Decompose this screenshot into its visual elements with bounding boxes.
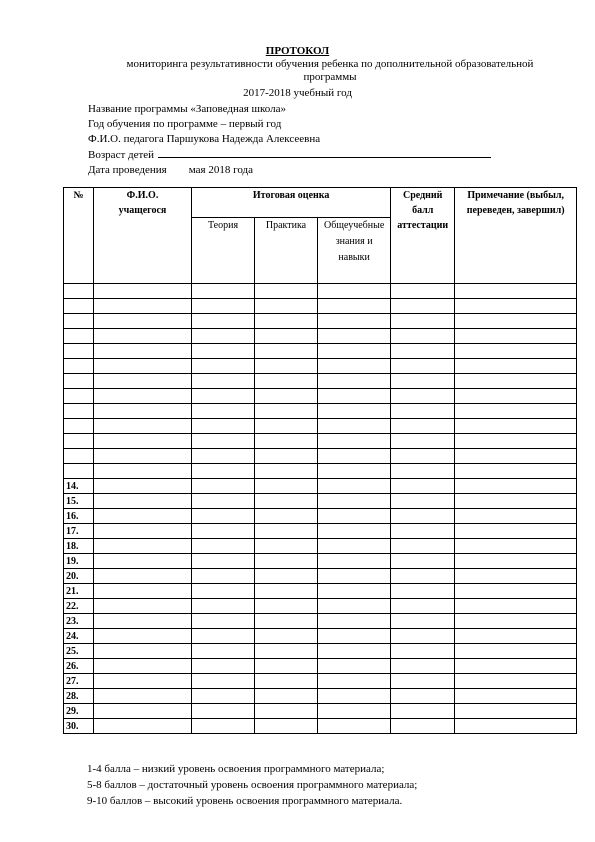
table-cell[interactable] [455, 614, 577, 629]
table-row [64, 689, 577, 704]
table-cell[interactable] [255, 644, 318, 659]
row-number: 16. [64, 509, 94, 524]
table-cell[interactable] [318, 434, 391, 449]
row-number: 26. [64, 659, 94, 674]
table-cell[interactable] [94, 344, 192, 359]
table-cell[interactable] [455, 659, 577, 674]
table-cell[interactable] [318, 359, 391, 374]
row-number [64, 389, 94, 404]
row-number: 25. [64, 644, 94, 659]
table-cell[interactable] [391, 449, 455, 464]
table-cell[interactable] [192, 554, 255, 569]
table-cell[interactable] [192, 314, 255, 329]
row-number: 29. [64, 704, 94, 719]
table-row [64, 329, 577, 344]
table-cell[interactable] [255, 599, 318, 614]
table-cell[interactable] [318, 329, 391, 344]
header-name: Ф.И.О. учащегося [94, 188, 192, 284]
table-cell[interactable] [391, 584, 455, 599]
table-cell[interactable] [318, 674, 391, 689]
table-cell[interactable] [391, 479, 455, 494]
table-cell[interactable] [94, 569, 192, 584]
table-cell[interactable] [255, 719, 318, 734]
table-cell[interactable] [255, 614, 318, 629]
table-row [64, 479, 577, 494]
table-cell[interactable] [318, 569, 391, 584]
table-cell[interactable] [255, 344, 318, 359]
row-number: 17. [64, 524, 94, 539]
table-row [64, 599, 577, 614]
table-cell[interactable] [94, 674, 192, 689]
table-cell[interactable] [455, 704, 577, 719]
table-row [64, 404, 577, 419]
table-cell[interactable] [455, 629, 577, 644]
table-cell[interactable] [318, 509, 391, 524]
table-cell[interactable] [391, 434, 455, 449]
table-row [64, 674, 577, 689]
table-cell[interactable] [455, 524, 577, 539]
table-cell[interactable] [255, 584, 318, 599]
table-cell[interactable] [94, 284, 192, 299]
table-row [64, 659, 577, 674]
table-cell[interactable] [255, 314, 318, 329]
table-row [64, 509, 577, 524]
teacher-name: Ф.И.О. педагога Паршукова Надежда Алексеевна [88, 133, 321, 145]
table-cell[interactable] [192, 284, 255, 299]
table-cell[interactable] [318, 419, 391, 434]
table-cell[interactable] [255, 284, 318, 299]
table-cell[interactable] [391, 719, 455, 734]
header-practice: Практика [255, 218, 318, 284]
table-cell[interactable] [192, 479, 255, 494]
table-cell[interactable] [455, 554, 577, 569]
row-number: 28. [64, 689, 94, 704]
table-cell[interactable] [318, 299, 391, 314]
table-cell[interactable] [318, 284, 391, 299]
table-cell[interactable] [94, 554, 192, 569]
table-cell[interactable] [391, 494, 455, 509]
legend-low: 1-4 балла – низкий уровень освоения программного материала; [87, 763, 385, 775]
table-cell[interactable] [455, 494, 577, 509]
table-cell[interactable] [94, 629, 192, 644]
table-cell[interactable] [318, 554, 391, 569]
table-cell[interactable] [318, 404, 391, 419]
table-cell[interactable] [192, 359, 255, 374]
table-cell[interactable] [94, 299, 192, 314]
table-cell[interactable] [192, 449, 255, 464]
table-cell[interactable] [94, 599, 192, 614]
table-cell[interactable] [391, 404, 455, 419]
children-age-label: Возраст детей [88, 149, 155, 161]
header-theory: Теория [192, 218, 255, 284]
row-number: 14. [64, 479, 94, 494]
table-cell[interactable] [255, 659, 318, 674]
legend-high: 9-10 баллов – высокий уровень освоения программного материала. [87, 795, 403, 807]
table-cell[interactable] [318, 599, 391, 614]
table-cell[interactable] [192, 374, 255, 389]
row-number [64, 284, 94, 299]
table-cell[interactable] [391, 629, 455, 644]
row-number [64, 434, 94, 449]
table-cell[interactable] [455, 374, 577, 389]
row-number: 30. [64, 719, 94, 734]
table-cell[interactable] [318, 344, 391, 359]
table-cell[interactable] [391, 539, 455, 554]
table-cell[interactable] [192, 389, 255, 404]
table-cell[interactable] [391, 674, 455, 689]
table-cell[interactable] [455, 314, 577, 329]
date-value: мая 2018 года [188, 164, 253, 176]
table-row [64, 344, 577, 359]
header-grade: Итоговая оценка [192, 188, 391, 218]
row-number: 23. [64, 614, 94, 629]
table-row [64, 464, 577, 479]
table-cell[interactable] [391, 464, 455, 479]
row-number [64, 374, 94, 389]
table-cell[interactable] [94, 359, 192, 374]
table-row [64, 614, 577, 629]
table-cell[interactable] [255, 479, 318, 494]
date-label: Дата проведения [88, 164, 167, 176]
table-row [64, 719, 577, 734]
table-cell[interactable] [192, 614, 255, 629]
table-cell[interactable] [94, 374, 192, 389]
row-number: 20. [64, 569, 94, 584]
table-cell[interactable] [94, 539, 192, 554]
row-number: 27. [64, 674, 94, 689]
table-cell[interactable] [255, 569, 318, 584]
table-cell[interactable] [455, 419, 577, 434]
table-cell[interactable] [94, 419, 192, 434]
table-cell[interactable] [391, 524, 455, 539]
table-cell[interactable] [255, 554, 318, 569]
table-cell[interactable] [455, 449, 577, 464]
row-number: 19. [64, 554, 94, 569]
table-cell[interactable] [391, 299, 455, 314]
table-cell[interactable] [255, 449, 318, 464]
table-cell[interactable] [192, 689, 255, 704]
document-title: ПРОТОКОЛ [265, 45, 330, 57]
table-cell[interactable] [255, 404, 318, 419]
table-cell[interactable] [318, 374, 391, 389]
table-cell[interactable] [255, 539, 318, 554]
table-cell[interactable] [255, 494, 318, 509]
table-cell[interactable] [455, 644, 577, 659]
table-cell[interactable] [391, 374, 455, 389]
table-cell[interactable] [192, 704, 255, 719]
table-cell[interactable] [391, 344, 455, 359]
table-cell[interactable] [318, 719, 391, 734]
table-row [64, 434, 577, 449]
table-cell[interactable] [318, 689, 391, 704]
table-cell[interactable] [391, 419, 455, 434]
document-subtitle: мониторинга результативности обучения ребенка по дополнительной образовательной программы [126, 58, 534, 83]
table-cell[interactable] [455, 404, 577, 419]
table-cell[interactable] [455, 509, 577, 524]
row-number [64, 464, 94, 479]
table-row [64, 419, 577, 434]
table-cell[interactable] [455, 479, 577, 494]
study-year: Год обучения по программе – первый год [88, 118, 282, 130]
table-cell[interactable] [318, 524, 391, 539]
table-body [64, 284, 577, 734]
table-cell[interactable] [455, 359, 577, 374]
table-cell[interactable] [455, 584, 577, 599]
table-cell[interactable] [255, 419, 318, 434]
table-row [64, 449, 577, 464]
table-cell[interactable] [94, 614, 192, 629]
table-row [64, 389, 577, 404]
table-cell[interactable] [192, 629, 255, 644]
table-cell[interactable] [318, 494, 391, 509]
table-cell[interactable] [255, 674, 318, 689]
table-row [64, 629, 577, 644]
row-number: 18. [64, 539, 94, 554]
table-cell[interactable] [391, 659, 455, 674]
row-number: 22. [64, 599, 94, 614]
table-cell[interactable] [192, 644, 255, 659]
table-cell[interactable] [391, 554, 455, 569]
table-cell[interactable] [255, 299, 318, 314]
table-cell[interactable] [94, 329, 192, 344]
table-cell[interactable] [94, 719, 192, 734]
table-cell[interactable] [94, 659, 192, 674]
table-cell[interactable] [192, 434, 255, 449]
table-cell[interactable] [192, 299, 255, 314]
table-cell[interactable] [318, 314, 391, 329]
table-cell[interactable] [255, 434, 318, 449]
table-cell[interactable] [391, 704, 455, 719]
table-row [64, 644, 577, 659]
table-cell[interactable] [318, 479, 391, 494]
table-cell[interactable] [94, 389, 192, 404]
table-cell[interactable] [192, 344, 255, 359]
table-cell[interactable] [455, 284, 577, 299]
table-cell[interactable] [318, 584, 391, 599]
table-cell[interactable] [94, 479, 192, 494]
table-cell[interactable] [94, 464, 192, 479]
table-cell[interactable] [391, 614, 455, 629]
row-number [64, 449, 94, 464]
table-cell[interactable] [318, 539, 391, 554]
table-cell[interactable] [94, 434, 192, 449]
table-cell[interactable] [455, 569, 577, 584]
row-number [64, 419, 94, 434]
row-number [64, 299, 94, 314]
table-row [64, 569, 577, 584]
table-cell[interactable] [94, 704, 192, 719]
table-cell[interactable] [192, 569, 255, 584]
table-cell[interactable] [192, 719, 255, 734]
table-cell[interactable] [455, 389, 577, 404]
table-cell[interactable] [94, 449, 192, 464]
table-cell[interactable] [391, 284, 455, 299]
row-number: 15. [64, 494, 94, 509]
table-row [64, 284, 577, 299]
table-cell[interactable] [318, 704, 391, 719]
table-cell[interactable] [192, 419, 255, 434]
table-cell[interactable] [255, 509, 318, 524]
children-age-field[interactable] [158, 147, 491, 158]
table-cell[interactable] [455, 539, 577, 554]
table-row [64, 704, 577, 719]
table-row [64, 539, 577, 554]
row-number [64, 314, 94, 329]
row-number: 21. [64, 584, 94, 599]
row-number [64, 344, 94, 359]
table-cell[interactable] [94, 509, 192, 524]
row-number [64, 404, 94, 419]
date-row [88, 163, 491, 178]
table-cell[interactable] [192, 494, 255, 509]
table-cell[interactable] [192, 539, 255, 554]
table-row [64, 524, 577, 539]
table-cell[interactable] [318, 449, 391, 464]
table-cell[interactable] [318, 389, 391, 404]
table-cell[interactable] [94, 644, 192, 659]
table-cell[interactable] [94, 584, 192, 599]
table-cell[interactable] [192, 329, 255, 344]
header-number: № [64, 188, 94, 284]
table-cell[interactable] [391, 599, 455, 614]
table-cell[interactable] [94, 314, 192, 329]
row-number [64, 359, 94, 374]
table-cell[interactable] [455, 599, 577, 614]
table-row [64, 584, 577, 599]
children-age-row [88, 147, 491, 163]
table-cell[interactable] [94, 494, 192, 509]
table-cell[interactable] [455, 674, 577, 689]
table-row [64, 299, 577, 314]
table-cell[interactable] [255, 704, 318, 719]
program-name: Название программы «Заповедная школа» [88, 103, 287, 115]
table-row [64, 374, 577, 389]
info-block [88, 102, 491, 178]
table-cell[interactable] [94, 689, 192, 704]
table-cell[interactable] [192, 524, 255, 539]
table-cell[interactable] [255, 359, 318, 374]
table-cell[interactable] [192, 464, 255, 479]
table-cell[interactable] [391, 329, 455, 344]
table-cell[interactable] [255, 524, 318, 539]
table-cell[interactable] [391, 644, 455, 659]
table-cell[interactable] [391, 314, 455, 329]
table-row [64, 359, 577, 374]
row-number: 24. [64, 629, 94, 644]
table-cell[interactable] [391, 569, 455, 584]
table-cell[interactable] [192, 659, 255, 674]
table-cell[interactable] [318, 629, 391, 644]
table-cell[interactable] [455, 329, 577, 344]
table-cell[interactable] [391, 389, 455, 404]
table-cell[interactable] [255, 389, 318, 404]
grading-legend [87, 761, 417, 809]
table-cell[interactable] [255, 464, 318, 479]
table-cell[interactable] [255, 374, 318, 389]
table-cell[interactable] [318, 659, 391, 674]
table-cell[interactable] [255, 629, 318, 644]
table-cell[interactable] [318, 644, 391, 659]
table-cell[interactable] [391, 509, 455, 524]
table-cell[interactable] [192, 404, 255, 419]
legend-medium: 5-8 баллов – достаточный уровень освоения программного материала; [87, 779, 418, 791]
table-row [64, 494, 577, 509]
academic-year: 2017-2018 учебный год [243, 87, 352, 99]
header-average: Средний балл аттестации [391, 188, 455, 284]
table-cell[interactable] [455, 299, 577, 314]
monitoring-table [63, 187, 577, 734]
row-number [64, 329, 94, 344]
table-cell[interactable] [318, 614, 391, 629]
table-cell[interactable] [192, 674, 255, 689]
table-cell[interactable] [455, 719, 577, 734]
table-cell[interactable] [94, 524, 192, 539]
table-cell[interactable] [255, 329, 318, 344]
header-general-skills: Общеучебные знания и навыки [318, 218, 391, 284]
table-cell[interactable] [455, 689, 577, 704]
table-cell[interactable] [455, 434, 577, 449]
table-cell[interactable] [255, 689, 318, 704]
table-cell[interactable] [192, 599, 255, 614]
table-cell[interactable] [318, 464, 391, 479]
table-row [64, 554, 577, 569]
table-cell[interactable] [192, 584, 255, 599]
table-cell[interactable] [455, 464, 577, 479]
header-note: Примечание (выбыл, переведен, завершил) [455, 188, 577, 284]
table-row [64, 314, 577, 329]
table-cell[interactable] [192, 509, 255, 524]
table-cell[interactable] [94, 404, 192, 419]
table-cell[interactable] [391, 689, 455, 704]
table-cell[interactable] [455, 344, 577, 359]
table-cell[interactable] [391, 359, 455, 374]
